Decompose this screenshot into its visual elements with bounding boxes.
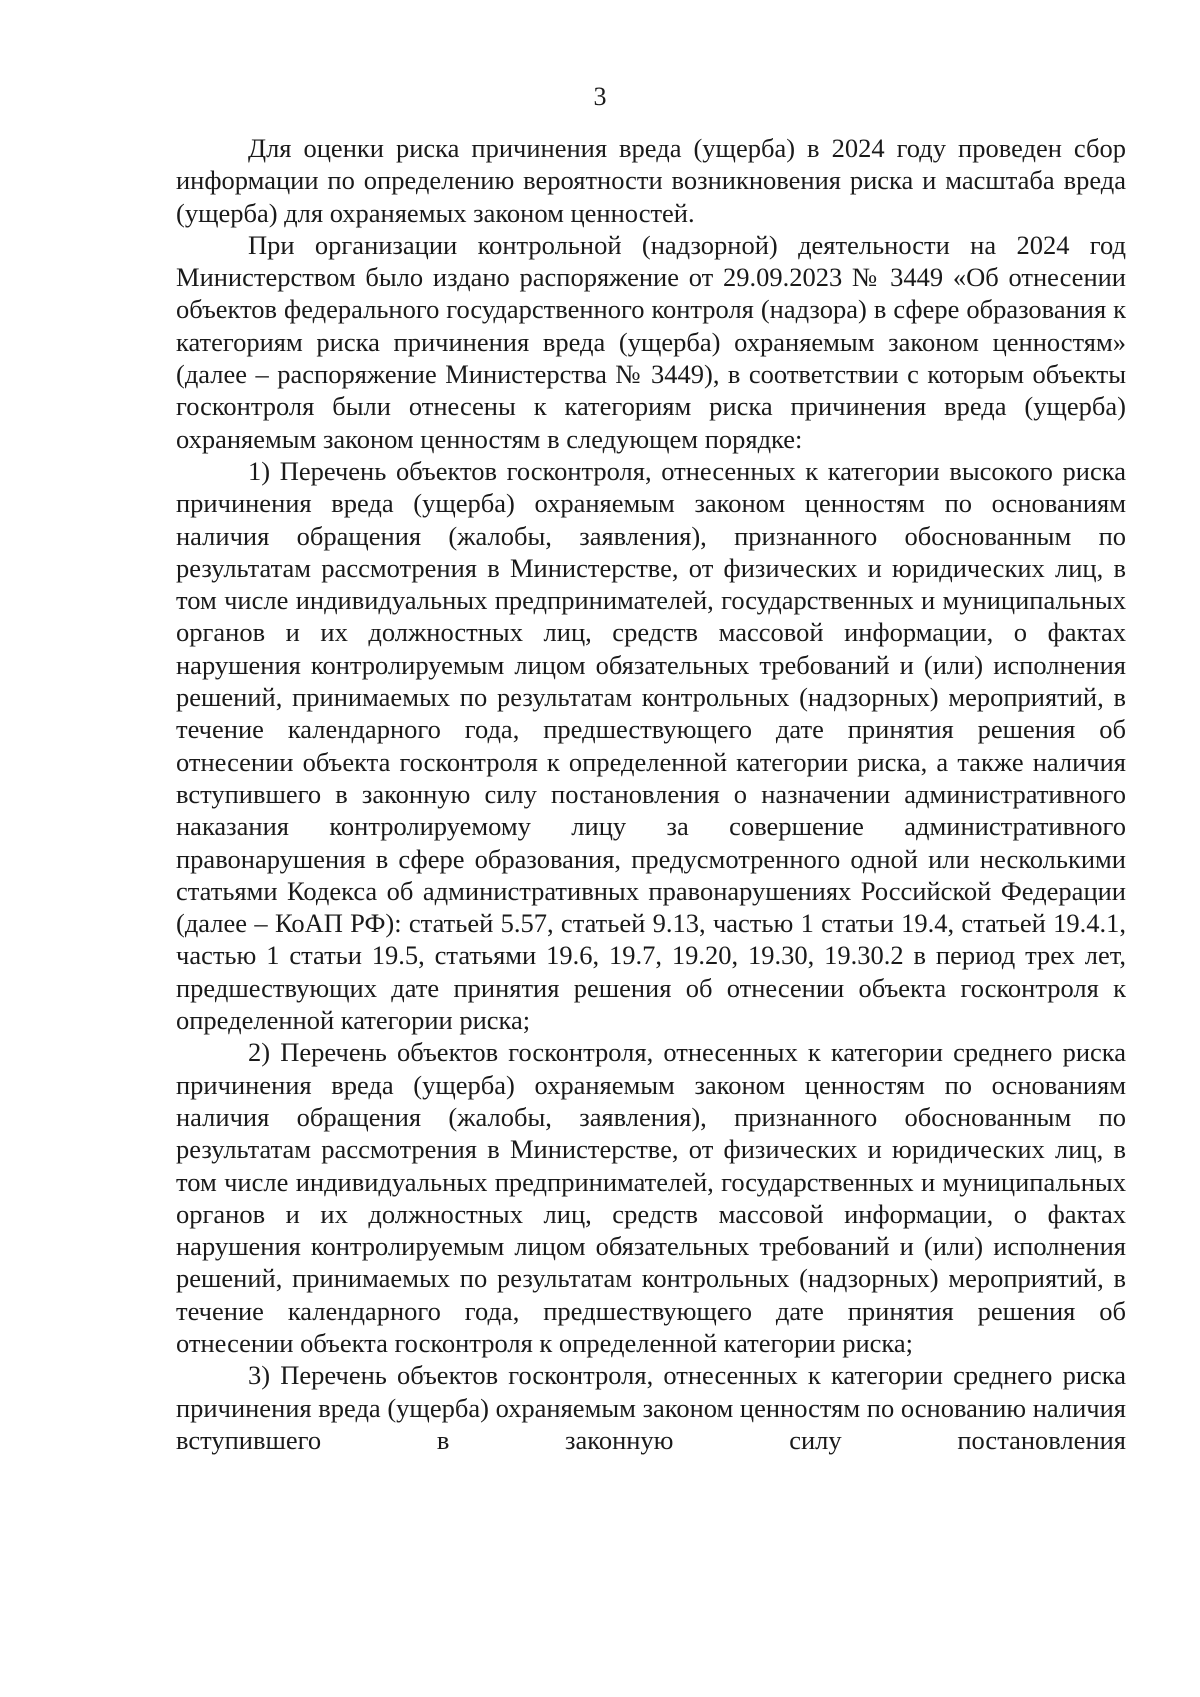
paragraph-medium-risk-list: 2) Перечень объектов госконтроля, отнесенных к категории среднего риска причинения вреда (ущерба) охраняемым законом ценностям по основаниям наличия обращения (жалобы, заявления), признанного обоснованным по результатам рассмотрения в Министерстве, от физических и юридических лиц, в том числе индивидуальных предпринимателей, государственных и муниципальных органов и их должностных лиц, средств массовой информации, о фактах нарушения контролируемым лицом обязательных требований и (или) исполнения решений, принимаемых по результатам контрольных (надзорных) мероприятий, в течение календарного года, предшествующего дате принятия решения об отнесении объекта госконтроля к определенной категории риска; bbox=[176, 1037, 1126, 1358]
paragraph-medium-risk-list-continued: 3) Перечень объектов госконтроля, отнесенных к категории среднего риска причинения вреда (ущерба) охраняемым законом ценностям по основанию наличия вступившего в законную силу постановления bbox=[176, 1360, 1126, 1455]
paragraph-ministry-order: При организации контрольной (надзорной) деятельности на 2024 год Министерством было издано распоряжение от 29.09.2023 № 3449 «Об отнесении объектов федерального государственного контроля (надзора) в сфере образования к категориям риска причинения вреда (ущерба) охраняемым законом ценностям» (далее – распоряжение Министерства № 3449), в соответствии с которым объекты госконтроля были отнесены к категориям риска причинения вреда (ущерба) охраняемым законом ценностям в следующем порядке: bbox=[176, 229, 1126, 454]
page-number: 3 bbox=[593, 82, 607, 111]
document-body bbox=[176, 132, 1126, 1456]
paragraph-high-risk-list: 1) Перечень объектов госконтроля, отнесенных к категории высокого риска причинения вреда (ущерба) охраняемым законом ценностям по основаниям наличия обращения (жалобы, заявления), признанного обоснованным по результатам рассмотрения в Министерстве, от физических и юридических лиц, в том числе индивидуальных предпринимателей, государственных и муниципальных органов и их должностных лиц, средств массовой информации, о фактах нарушения контролируемым лицом обязательных требований и (или) исполнения решений, принимаемых по результатам контрольных (надзорных) мероприятий, в течение календарного года, предшествующего дате принятия решения об отнесении объекта госконтроля к определенной категории риска, а также наличия вступившего в законную силу постановления о назначении административного наказания контролируемому лицу за совершение административного правонарушения в сфере образования, предусмотренного одной или несколькими статьями Кодекса об административных правонарушениях Российской Федерации (далее – КоАП РФ): статьей 5.57, статьей 9.13, частью 1 статьи 19.4, статьей 19.4.1, частью 1 статьи 19.5, статьями 19.6, 19.7, 19.20, 19.30, 19.30.2 в период трех лет, предшествующих дате принятия решения об отнесении объекта госконтроля к определенной категории риска; bbox=[176, 455, 1126, 1036]
paragraph-risk-assessment: Для оценки риска причинения вреда (ущерба) в 2024 году проведен сбор информации по определению вероятности возникновения риска и масштаба вреда (ущерба) для охраняемых законом ценностей. bbox=[176, 133, 1126, 228]
